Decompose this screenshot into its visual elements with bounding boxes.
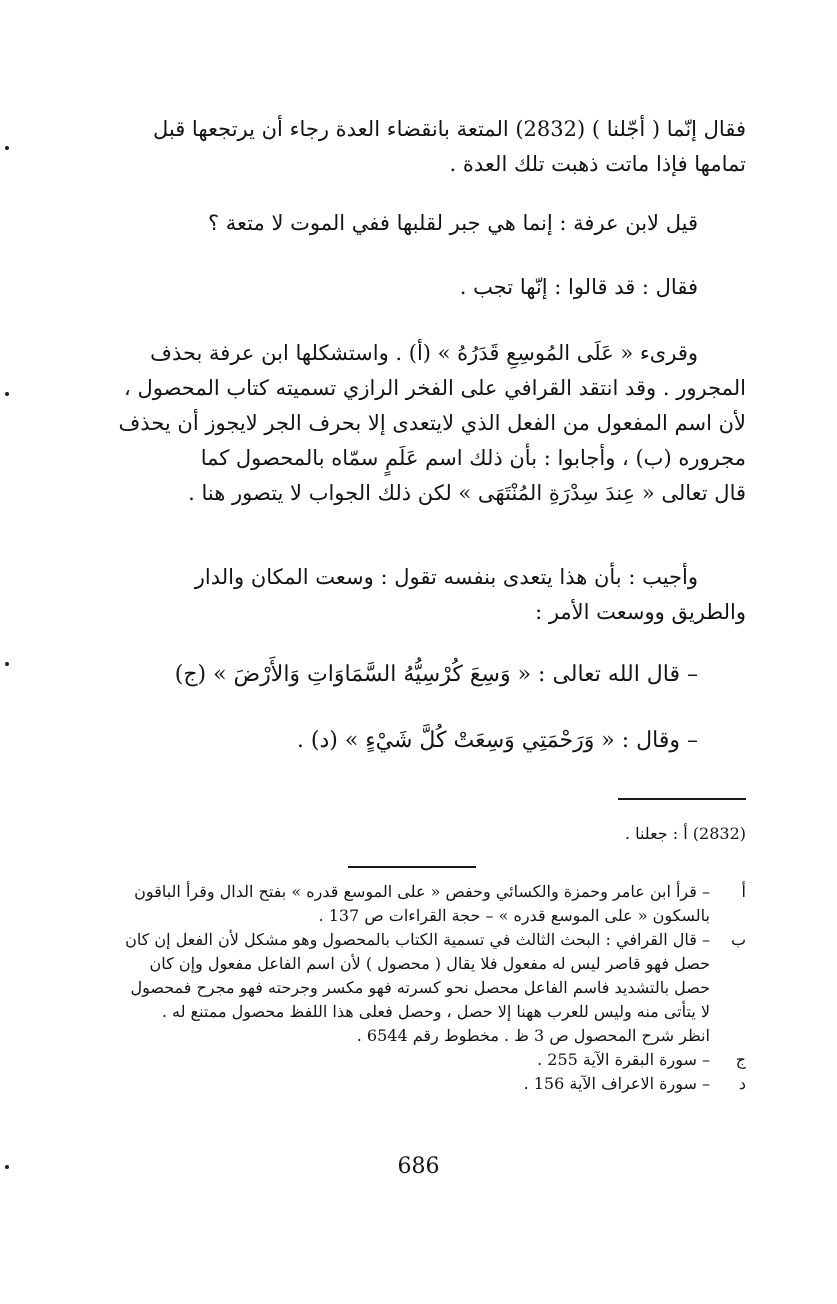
paragraph-5 [78, 560, 746, 630]
editor-notes-separator [348, 866, 476, 868]
text-line: فقال إنّما ( أجّلنا ) (2832) المتعة بانقضاء العدة رجاء أن يرتجعها قبل [152, 117, 746, 141]
verse-line: – قال الله تعالى : « وَسِعَ كُرْسِيُّهُ السَّمَاوَاتِ وَالأَرْضَ » (ج) [174, 662, 698, 687]
footnote-letter: ج [735, 1050, 746, 1069]
text-line: لأن اسم المفعول من الفعل الذي لايتعدى إلا بحرف الجر لايجوز أن يحذف [118, 411, 746, 435]
footnote-letter: ب [730, 930, 746, 949]
footnote-line: – قال القرافي : البحث الثالث في تسمية الكتاب بالمحصول وهو مشكل لأن الفعل إن كان [125, 930, 710, 949]
margin-dot [5, 392, 9, 396]
text-line: مجروره (ب) ، وأجابوا : بأن ذلك اسم عَلَمٍ سمّاه بالمحصول كما [200, 446, 746, 470]
footnote-separator [618, 798, 746, 800]
footnote-line: انظر شرح المحصول ص 3 ظ . مخطوط رقم 6544 . [356, 1026, 710, 1045]
text-line: وقرىء « عَلَى المُوسِعِ قَدَرُهُ » (أ) . واستشكلها ابن عرفة بحذف [150, 341, 698, 365]
text-line: تمامها فإذا ماتت ذهبت تلك العدة . [449, 152, 746, 176]
footnote-line: – سورة البقرة الآية 255 . [537, 1050, 710, 1069]
footnote-line: حصل فهو قاصر ليس له مفعول فلا يقال ( محصول ) لأن اسم الفاعل مفعول وإن كان [149, 954, 710, 973]
footnote-line: لا يتأتى منه وليس للعرب ههنا إلا حصل ، وحصل فعلى هذا اللفظ محصول ممتنع له . [161, 1002, 710, 1021]
verse-quote-2 [78, 722, 746, 760]
text-line: المجرور . وقد انتقد القرافي على الفخر الرازي تسميته كتاب المحصول ، [124, 376, 746, 400]
text-line: وأجيب : بأن هذا يتعدى بنفسه تقول : وسعت المكان والدار [194, 565, 698, 589]
text-line: والطريق ووسعت الأمر : [535, 600, 746, 624]
editor-footnotes [78, 880, 746, 1096]
text-line: قال تعالى « عِندَ سِدْرَةِ المُنْتَهَى » لكن ذلك الجواب لا يتصور هنا . [188, 481, 746, 505]
paragraph-2 [78, 206, 746, 241]
verse-quote-1 [78, 656, 746, 694]
footnote-line: بالسكون « على الموسع قدره » – حجة القراءات ص 137 . [318, 906, 710, 925]
text-line: فقال : قد قالوا : إنّها تجب . [459, 275, 698, 299]
numbered-note [78, 822, 746, 846]
footnote-item [78, 928, 746, 1048]
footnote-line: – قرأ ابن عامر وحمزة والكسائي وحفص « على الموسع قدره » بفتح الدال وقرأ الباقون [134, 882, 710, 901]
paragraph-1 [78, 112, 746, 182]
paragraph-4 [78, 336, 746, 511]
text-line: قيل لابن عرفة : إنما هي جبر لقلبها ففي الموت لا متعة ؟ [207, 211, 698, 235]
footnote-item [78, 1072, 746, 1096]
footnote-letter: د [738, 1074, 746, 1093]
page-number: 686 [397, 1154, 440, 1179]
margin-dot [5, 662, 9, 666]
footnote-item [78, 880, 746, 928]
paragraph-3 [78, 270, 746, 305]
footnote-item [78, 1048, 746, 1072]
footnote-letter: أ [741, 882, 746, 901]
footnote-line: – سورة الاعراف الآية 156 . [523, 1074, 710, 1093]
footnote-line: حصل بالتشديد فاسم الفاعل محصل نحو كسرته فهو مكسر وجرحته فهو مجرح فمحصول [130, 978, 710, 997]
verse-line: – وقال : « وَرَحْمَتِي وَسِعَتْ كُلَّ شَيْءٍ » (د) . [296, 728, 698, 753]
note-line: (2832) أ : جعلنا . [624, 824, 746, 843]
margin-dot [5, 146, 9, 150]
